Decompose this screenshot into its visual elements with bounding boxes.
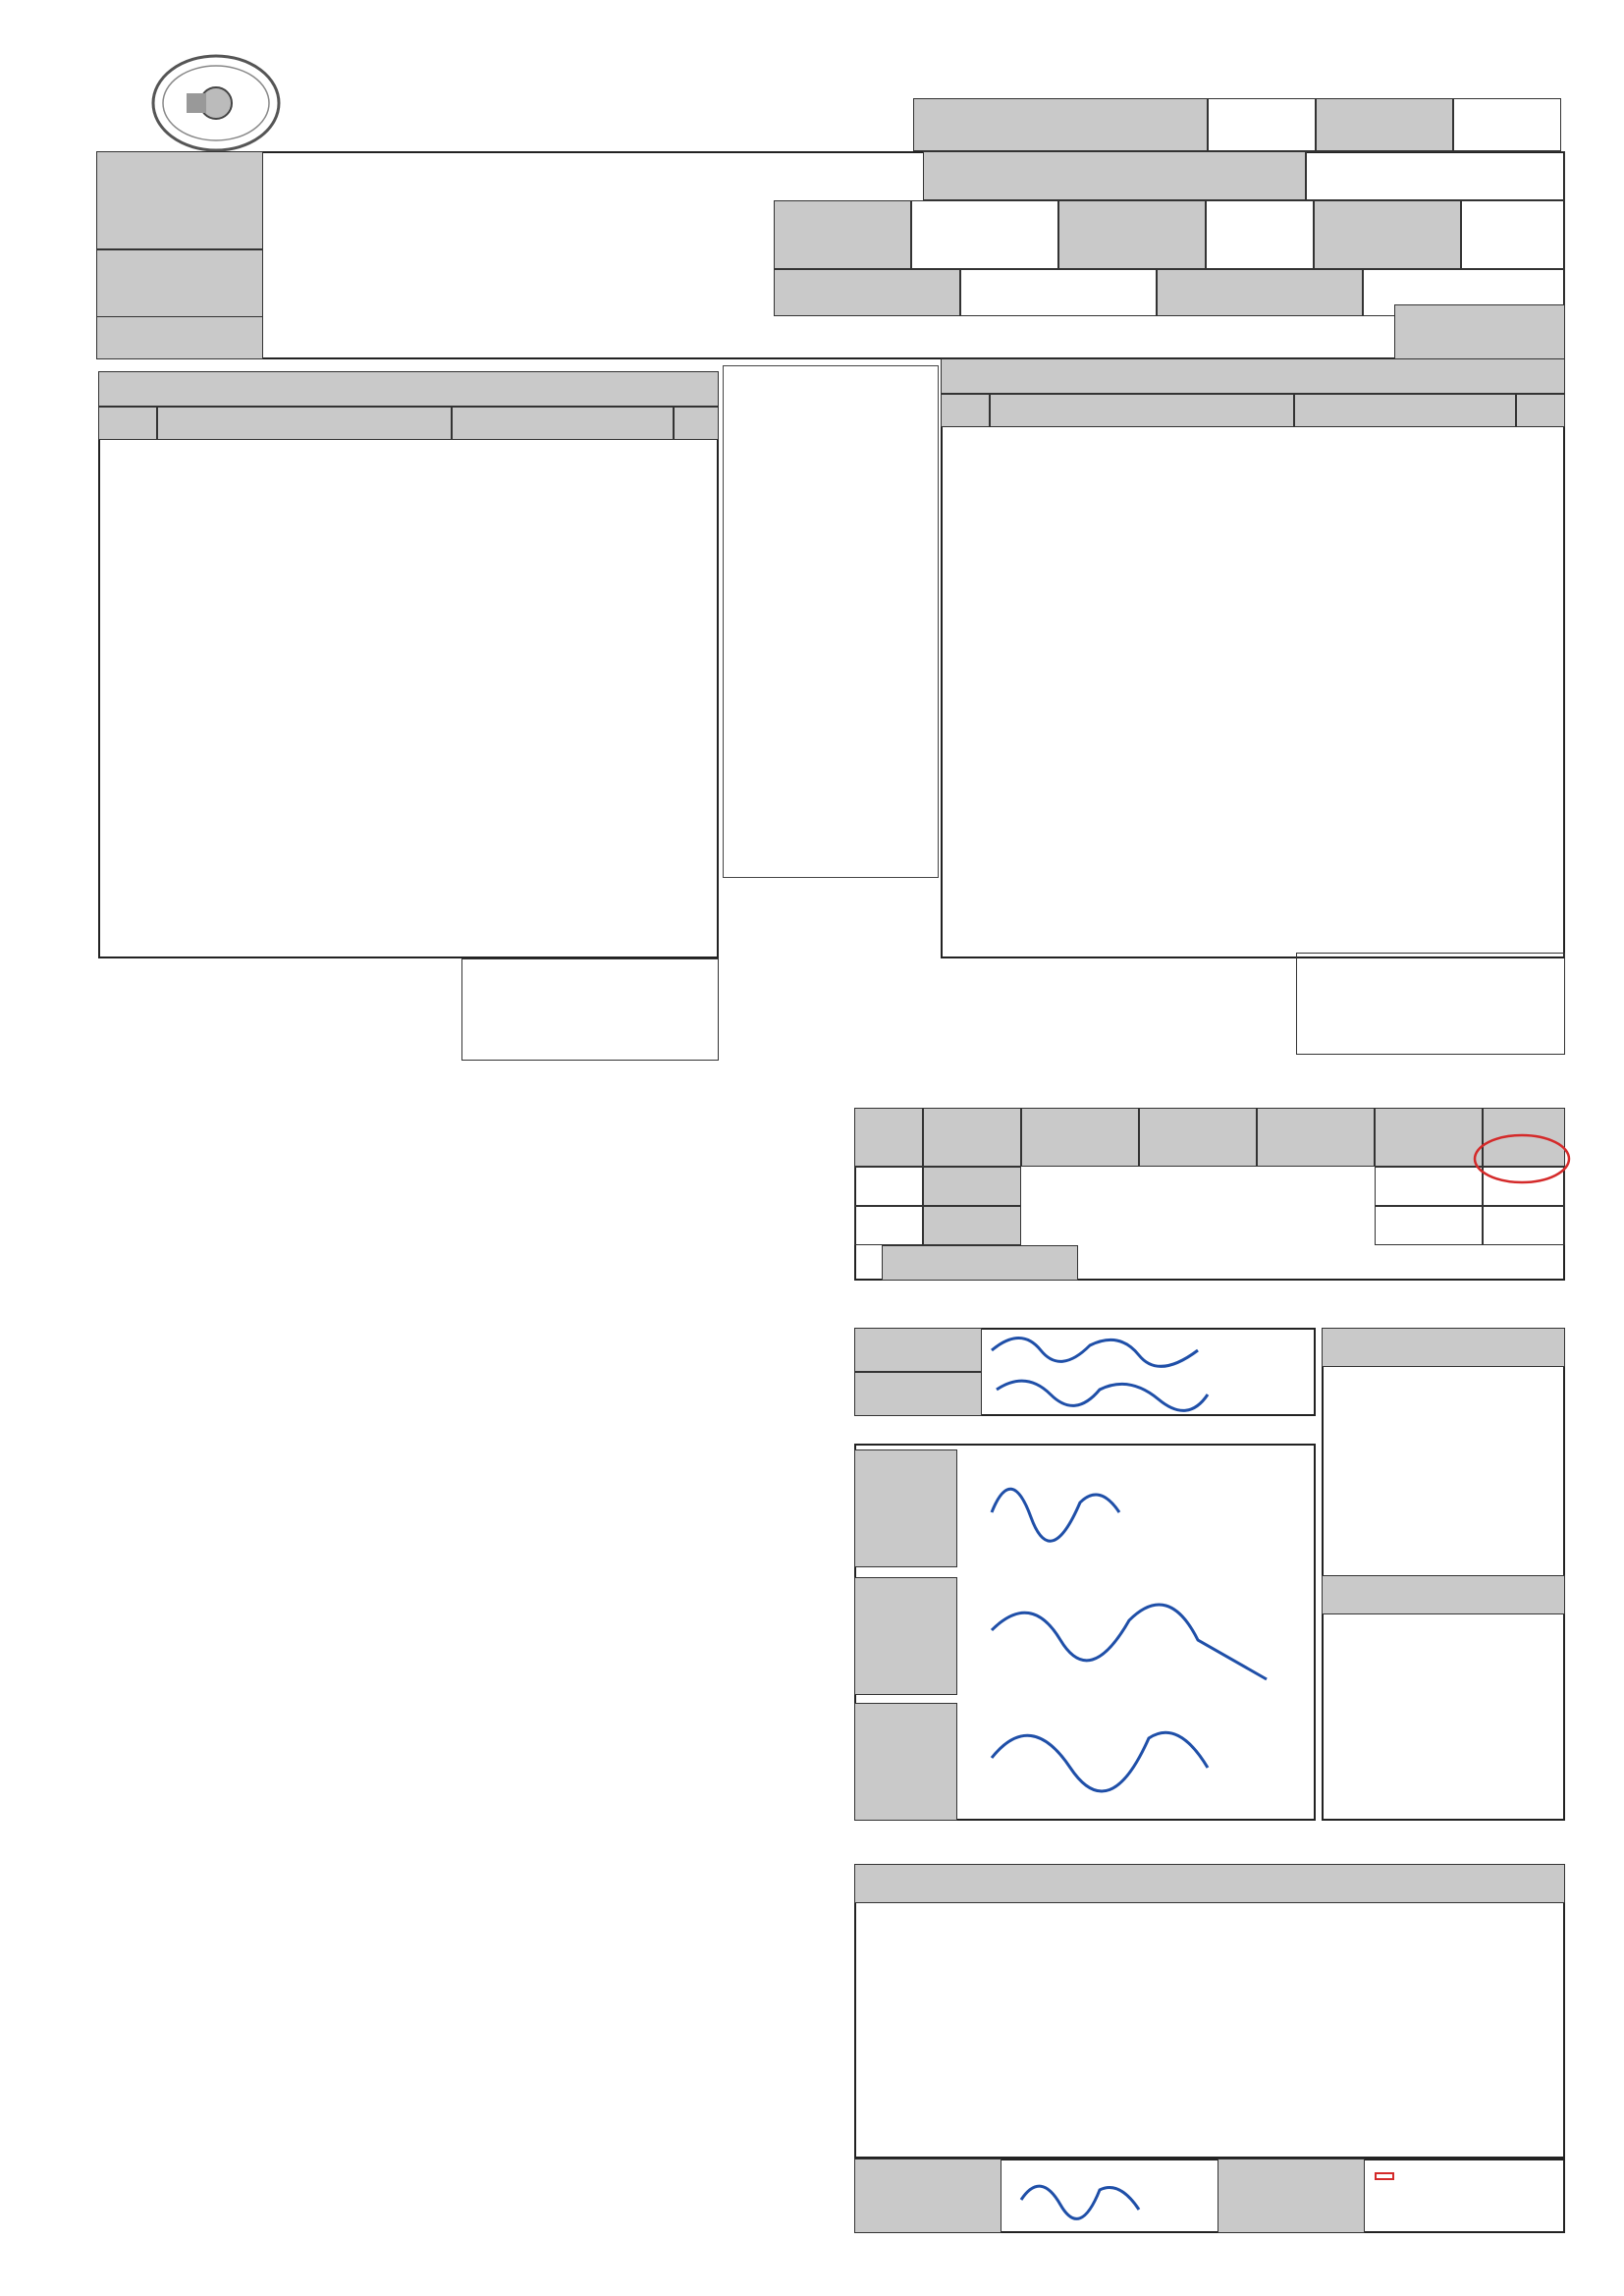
legend-t3 [724,427,938,435]
team-b-officials-note [1296,953,1565,1055]
legend-t2 [724,400,938,408]
date-value [911,200,1058,269]
fitb-type-value [1306,151,1565,200]
legend-t1 [724,372,938,380]
end-time-value [1461,200,1565,269]
team-b-col-start [1294,394,1516,427]
team-a-col-start [452,407,674,440]
referee-signatures-scribble [972,1444,1306,1817]
team-a-title [98,371,719,407]
gender-label [1157,269,1363,316]
team-b-col-v [1516,394,1565,427]
team-b-row-label [923,1206,1021,1245]
match-report-box [854,1864,1565,2159]
set2-label [1139,1108,1257,1167]
category-label [774,269,960,316]
winner-value [1078,1245,1565,1281]
team-a-col-name [157,407,452,440]
team-b-final [1483,1206,1565,1245]
team-a-officials-note [461,958,719,1061]
venue-value [263,249,774,318]
team-a-row-label [923,1167,1021,1206]
set1-label [1021,1108,1139,1167]
referee-chief-stamp [1375,2172,1394,2180]
start-time-label [1058,200,1206,269]
date-label [774,200,911,269]
team-a-roster-box [98,371,719,958]
referee1-label [854,1449,957,1567]
set3-label [1257,1108,1375,1167]
final-score-circle [1463,1100,1581,1188]
results-label [923,1108,1021,1167]
results-ball-label [854,1108,923,1167]
match-code-value [1208,98,1316,151]
venue-label [96,249,263,318]
referee2-label [854,1577,957,1695]
match-report-label [854,1864,1565,1903]
adjudicator-label [854,2159,1001,2233]
category-value [960,269,1157,316]
scorekeeper-label [1322,1328,1565,1367]
team-b-col-num [941,394,990,427]
start-time-value [1206,200,1314,269]
team-a-col-num [98,407,157,440]
officials-box [1322,1328,1565,1821]
roster-legend [723,365,939,878]
event-name-label [96,151,263,249]
end-time-label [1314,200,1461,269]
point-side-note [800,1159,839,2190]
ball-a [854,1167,923,1206]
team-a-col-v [674,407,719,440]
team-b-roster-box [941,358,1565,958]
team-a-label [96,316,263,359]
cap-a-label [854,1328,982,1372]
team-b-value [962,316,1355,359]
team-b-title [941,358,1565,394]
timekeeper-label [1322,1575,1565,1614]
team-a-value [263,316,774,359]
match-code-label [913,98,1208,151]
ball-b [854,1206,923,1245]
site-value [1453,98,1561,151]
referee-chief-label [1218,2159,1365,2233]
adjudicator-signature [1011,2160,1168,2229]
captain-signatures-scribble [982,1321,1227,1419]
roctba-logo [147,49,285,157]
event-name-value [263,151,774,249]
fitb-type-label [923,151,1306,200]
site-label [1316,98,1453,151]
team-b-label [1394,304,1565,359]
referee3-label [854,1703,957,1821]
team-b-overtime [1375,1206,1483,1245]
team-b-col-name [990,394,1294,427]
cap-b-label [854,1372,982,1416]
winner-label [882,1245,1078,1281]
